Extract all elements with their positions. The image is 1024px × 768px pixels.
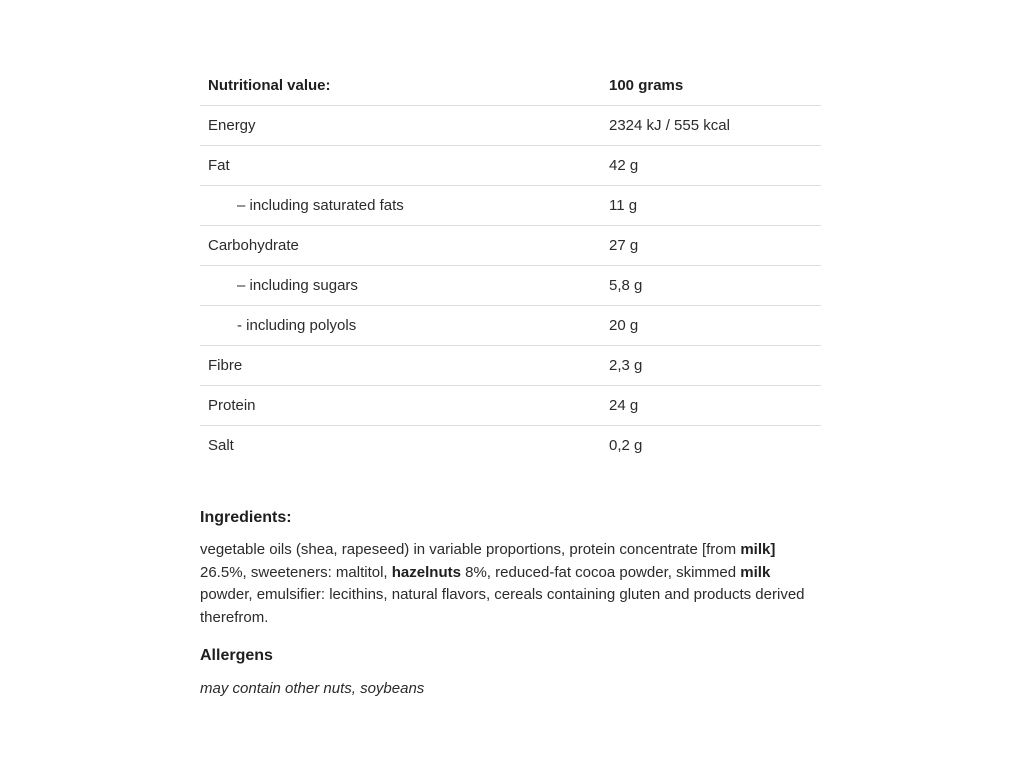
nutrition-row <box>200 186 821 226</box>
nutrient-name: Protein <box>200 386 601 426</box>
nutrient-name: - including polyols <box>200 306 601 346</box>
ingredients-segment: 8%, reduced-fat cocoa powder, skimmed <box>460 563 741 581</box>
nutrient-value: 42 g <box>601 146 821 186</box>
allergen-highlight: hazelnuts <box>391 563 461 581</box>
nutrient-value: 11 g <box>601 186 821 226</box>
header-value-cell: 100 grams <box>601 66 821 106</box>
allergen-highlight: milk <box>740 563 771 581</box>
nutrient-name: – including sugars <box>200 266 601 306</box>
nutrient-name: Carbohydrate <box>200 226 601 266</box>
nutrition-table-header <box>200 66 821 106</box>
nutrient-name: Energy <box>200 106 601 146</box>
nutrient-value: 2,3 g <box>601 346 821 386</box>
ingredients-segment: powder, emulsifier: lecithins, natural flavors, cereals containing gluten and products derived therefrom. <box>200 586 805 626</box>
allergens-title: Allergens <box>200 647 273 664</box>
nutrition-row <box>200 306 821 346</box>
nutrient-name: Fibre <box>200 346 601 386</box>
nutrient-value: 5,8 g <box>601 266 821 306</box>
ingredients-text <box>200 539 821 629</box>
nutrition-table <box>200 66 821 465</box>
header-name-cell: Nutritional value: <box>200 66 601 106</box>
nutrition-row <box>200 266 821 306</box>
nutrition-row <box>200 106 821 146</box>
nutrient-value: 24 g <box>601 386 821 426</box>
nutrition-row <box>200 226 821 266</box>
ingredients-segment: vegetable oils (shea, rapeseed) in variable proportions, protein concentrate [from <box>200 541 741 558</box>
allergens-text: may contain other nuts, soybeans <box>200 680 425 697</box>
nutrient-name: Salt <box>208 437 234 454</box>
nutrition-row <box>200 346 821 386</box>
ingredients-title: Ingredients: <box>200 509 292 526</box>
ingredients-segment: 26.5%, sweeteners: maltitol, <box>200 563 392 581</box>
nutrient-name: Fat <box>200 146 601 186</box>
nutrient-name: – including saturated fats <box>200 186 601 226</box>
product-info-panel <box>200 66 821 697</box>
nutrient-value: 0,2 g <box>609 437 643 454</box>
nutrition-row <box>200 146 821 186</box>
nutrition-row <box>200 426 821 466</box>
allergen-highlight: milk] <box>740 541 776 558</box>
nutrition-row <box>200 386 821 426</box>
nutrient-value: 20 g <box>601 306 821 346</box>
nutrient-value: 27 g <box>601 226 821 266</box>
nutrient-value: 2324 kJ / 555 kcal <box>601 106 821 146</box>
